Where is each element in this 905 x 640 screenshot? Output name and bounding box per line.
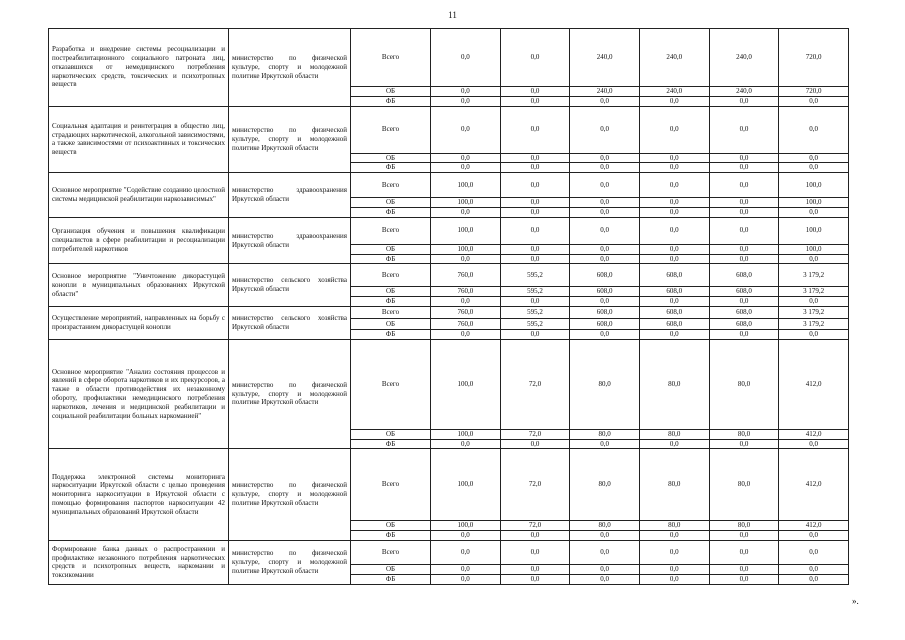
funding-source: ОБ <box>351 521 431 531</box>
year-value: 0,0 <box>500 198 570 208</box>
total-value: 0,0 <box>779 106 849 153</box>
year-value: 0,0 <box>500 207 570 217</box>
total-value: 0,0 <box>779 207 849 217</box>
year-value: 0,0 <box>570 217 640 244</box>
year-value: 0,0 <box>709 153 779 163</box>
activity-name: Формирование банка данных о распространении и профилактике незаконного потребления наркотических средств и психотропных веществ, наркомании и токсикомании <box>49 540 229 584</box>
activity-name: Осуществление мероприятий, направленных на борьбу с произрастанием дикорастущей конопли <box>49 306 229 339</box>
year-value: 0,0 <box>570 531 640 541</box>
funding-source: ОБ <box>351 153 431 163</box>
year-value: 0,0 <box>639 531 709 541</box>
table-row <box>49 339 849 429</box>
year-value: 0,0 <box>500 254 570 264</box>
year-value: 80,0 <box>709 339 779 429</box>
year-value: 72,0 <box>500 449 570 521</box>
year-value: 0,0 <box>500 244 570 254</box>
total-value: 3 179,2 <box>779 264 849 287</box>
year-value: 0,0 <box>431 207 501 217</box>
program-funding-table <box>48 28 849 585</box>
year-value: 608,0 <box>709 264 779 287</box>
year-value: 0,0 <box>570 173 640 198</box>
activity-name: Основное мероприятие "Содействие созданию целостной системы медицинской реабилитации наркозависимых" <box>49 173 229 218</box>
year-value: 80,0 <box>709 429 779 439</box>
year-value: 608,0 <box>570 318 640 329</box>
year-value: 0,0 <box>639 574 709 584</box>
year-value: 0,0 <box>500 540 570 564</box>
year-value: 80,0 <box>570 449 640 521</box>
year-value: 100,0 <box>431 198 501 208</box>
table-row <box>49 449 849 521</box>
total-value: 720,0 <box>779 29 849 87</box>
year-value: 0,0 <box>570 96 640 106</box>
year-value: 100,0 <box>431 217 501 244</box>
year-value: 0,0 <box>500 163 570 173</box>
responsible-executor: министерство здравоохранения Иркутской области <box>229 217 351 264</box>
year-value: 0,0 <box>639 564 709 574</box>
responsible-executor: министерство сельского хозяйства Иркутской области <box>229 264 351 307</box>
total-value: 100,0 <box>779 173 849 198</box>
table-row <box>49 217 849 244</box>
year-value: 760,0 <box>431 306 501 318</box>
table-body <box>49 29 849 585</box>
year-value: 0,0 <box>570 540 640 564</box>
year-value: 80,0 <box>639 339 709 429</box>
year-value: 608,0 <box>639 306 709 318</box>
funding-source: ФБ <box>351 574 431 584</box>
total-value: 0,0 <box>779 96 849 106</box>
year-value: 0,0 <box>431 297 501 307</box>
year-value: 595,2 <box>500 318 570 329</box>
responsible-executor: министерство здравоохранения Иркутской области <box>229 173 351 218</box>
year-value: 0,0 <box>500 329 570 339</box>
year-value: 0,0 <box>570 564 640 574</box>
year-value: 0,0 <box>500 87 570 97</box>
year-value: 0,0 <box>500 96 570 106</box>
funding-source: ФБ <box>351 329 431 339</box>
year-value: 595,2 <box>500 306 570 318</box>
year-value: 0,0 <box>500 106 570 153</box>
funding-source: ФБ <box>351 163 431 173</box>
year-value: 0,0 <box>431 439 501 449</box>
total-value: 0,0 <box>779 153 849 163</box>
year-value: 0,0 <box>709 96 779 106</box>
year-value: 0,0 <box>570 439 640 449</box>
total-value: 3 179,2 <box>779 287 849 297</box>
year-value: 0,0 <box>500 564 570 574</box>
year-value: 0,0 <box>709 329 779 339</box>
funding-source: ОБ <box>351 198 431 208</box>
year-value: 0,0 <box>639 96 709 106</box>
year-value: 0,0 <box>709 217 779 244</box>
year-value: 72,0 <box>500 521 570 531</box>
year-value: 80,0 <box>709 521 779 531</box>
activity-name: Социальная адаптация и реинтеграция в общество лиц, страдающих наркотической, алкогольной зависимостями, а также зависимостями от психоактивных и токсических веществ <box>49 106 229 173</box>
total-value: 3 179,2 <box>779 318 849 329</box>
total-value: 100,0 <box>779 217 849 244</box>
year-value: 608,0 <box>709 318 779 329</box>
year-value: 0,0 <box>431 29 501 87</box>
table-row <box>49 106 849 153</box>
year-value: 0,0 <box>709 254 779 264</box>
year-value: 80,0 <box>570 339 640 429</box>
year-value: 80,0 <box>639 449 709 521</box>
total-value: 412,0 <box>779 521 849 531</box>
year-value: 0,0 <box>639 153 709 163</box>
total-value: 0,0 <box>779 531 849 541</box>
activity-name: Разработка и внедрение системы ресоциализации и постреабилитационного социального патроната лиц, отказавшихся от немедицинского потребления наркотических средств, токсических и психотропных веществ <box>49 29 229 107</box>
year-value: 240,0 <box>709 87 779 97</box>
responsible-executor: министерство по физической культуре, спорту и молодежной политике Иркутской области <box>229 540 351 584</box>
total-value: 0,0 <box>779 540 849 564</box>
year-value: 0,0 <box>639 163 709 173</box>
funding-source: Всего <box>351 449 431 521</box>
year-value: 240,0 <box>639 87 709 97</box>
year-value: 0,0 <box>431 96 501 106</box>
year-value: 0,0 <box>570 297 640 307</box>
year-value: 0,0 <box>431 254 501 264</box>
responsible-executor: министерство по физической культуре, спорту и молодежной политике Иркутской области <box>229 449 351 541</box>
funding-source: ФБ <box>351 254 431 264</box>
year-value: 0,0 <box>570 574 640 584</box>
year-value: 0,0 <box>431 106 501 153</box>
funding-source: Всего <box>351 339 431 429</box>
funding-source: ОБ <box>351 87 431 97</box>
year-value: 0,0 <box>709 173 779 198</box>
year-value: 100,0 <box>431 429 501 439</box>
funding-source: Всего <box>351 106 431 153</box>
responsible-executor: министерство сельского хозяйства Иркутской области <box>229 306 351 339</box>
closing-mark: ». <box>852 596 859 606</box>
year-value: 0,0 <box>431 564 501 574</box>
year-value: 0,0 <box>500 531 570 541</box>
year-value: 0,0 <box>500 153 570 163</box>
year-value: 0,0 <box>709 564 779 574</box>
year-value: 100,0 <box>431 244 501 254</box>
year-value: 0,0 <box>639 329 709 339</box>
year-value: 0,0 <box>570 198 640 208</box>
year-value: 72,0 <box>500 339 570 429</box>
responsible-executor: министерство по физической культуре, спорту и молодежной политике Иркутской области <box>229 339 351 449</box>
funding-source: Всего <box>351 29 431 87</box>
activity-name: Основное мероприятие "Уничтожение дикорастущей конопли в муниципальных образованиях Иркутской области" <box>49 264 229 307</box>
year-value: 0,0 <box>570 106 640 153</box>
total-value: 0,0 <box>779 564 849 574</box>
funding-source: Всего <box>351 217 431 244</box>
total-value: 720,0 <box>779 87 849 97</box>
year-value: 240,0 <box>639 29 709 87</box>
year-value: 0,0 <box>570 244 640 254</box>
year-value: 0,0 <box>500 297 570 307</box>
activity-name: Поддержка электронной системы мониторинга наркоситуации Иркутской области с целью проведения мониторинга наркоситуации в Иркутской области с помощью формирования паспортов наркоситуации 42 муниципальных образований Иркутской области <box>49 449 229 541</box>
funding-source: Всего <box>351 540 431 564</box>
year-value: 80,0 <box>639 521 709 531</box>
year-value: 0,0 <box>639 173 709 198</box>
total-value: 0,0 <box>779 163 849 173</box>
responsible-executor: министерство по физической культуре, спорту и молодежной политике Иркутской области <box>229 106 351 173</box>
year-value: 608,0 <box>709 306 779 318</box>
year-value: 0,0 <box>570 329 640 339</box>
year-value: 0,0 <box>500 217 570 244</box>
year-value: 0,0 <box>639 297 709 307</box>
funding-source: Всего <box>351 264 431 287</box>
table-row <box>49 29 849 87</box>
year-value: 0,0 <box>639 198 709 208</box>
year-value: 0,0 <box>431 163 501 173</box>
funding-source: ФБ <box>351 531 431 541</box>
funding-source: ОБ <box>351 244 431 254</box>
total-value: 100,0 <box>779 244 849 254</box>
year-value: 0,0 <box>500 173 570 198</box>
page-number: 11 <box>448 10 457 20</box>
table-row <box>49 306 849 318</box>
funding-source: ФБ <box>351 96 431 106</box>
year-value: 760,0 <box>431 264 501 287</box>
year-value: 80,0 <box>709 449 779 521</box>
year-value: 0,0 <box>431 531 501 541</box>
year-value: 608,0 <box>639 264 709 287</box>
total-value: 0,0 <box>779 574 849 584</box>
year-value: 608,0 <box>570 306 640 318</box>
year-value: 608,0 <box>570 264 640 287</box>
year-value: 0,0 <box>639 207 709 217</box>
table-row <box>49 173 849 198</box>
funding-source: ОБ <box>351 564 431 574</box>
year-value: 0,0 <box>709 439 779 449</box>
year-value: 0,0 <box>500 439 570 449</box>
total-value: 0,0 <box>779 297 849 307</box>
year-value: 80,0 <box>570 521 640 531</box>
year-value: 608,0 <box>709 287 779 297</box>
responsible-executor: министерство по физической культуре, спорту и молодежной политике Иркутской области <box>229 29 351 107</box>
year-value: 100,0 <box>431 339 501 429</box>
funding-source: ФБ <box>351 207 431 217</box>
year-value: 240,0 <box>709 29 779 87</box>
year-value: 0,0 <box>709 163 779 173</box>
year-value: 0,0 <box>431 540 501 564</box>
total-value: 412,0 <box>779 449 849 521</box>
year-value: 0,0 <box>709 207 779 217</box>
activity-name: Основное мероприятие "Анализ состояния процессов и явлений в сфере оборота наркотиков и их прекурсоров, а также в области противодействия их незаконному обороту, профилактики немедицинского потребления наркотиков, лечения и медицинской реабилитации и социальной реабилитации больных наркоманией" <box>49 339 229 449</box>
year-value: 0,0 <box>431 153 501 163</box>
year-value: 0,0 <box>709 574 779 584</box>
funding-source: ОБ <box>351 429 431 439</box>
year-value: 0,0 <box>570 153 640 163</box>
year-value: 0,0 <box>709 540 779 564</box>
total-value: 100,0 <box>779 198 849 208</box>
year-value: 100,0 <box>431 173 501 198</box>
total-value: 3 179,2 <box>779 306 849 318</box>
year-value: 0,0 <box>709 297 779 307</box>
year-value: 595,2 <box>500 287 570 297</box>
year-value: 608,0 <box>570 287 640 297</box>
year-value: 760,0 <box>431 287 501 297</box>
total-value: 412,0 <box>779 339 849 429</box>
year-value: 0,0 <box>709 531 779 541</box>
year-value: 595,2 <box>500 264 570 287</box>
funding-source: ФБ <box>351 297 431 307</box>
activity-name: Организация обучения и повышения квалификации специалистов в сфере реабилитации и ресоциализации потребителей наркотиков <box>49 217 229 264</box>
year-value: 72,0 <box>500 429 570 439</box>
year-value: 0,0 <box>639 106 709 153</box>
year-value: 240,0 <box>570 87 640 97</box>
year-value: 0,0 <box>639 244 709 254</box>
funding-source: Всего <box>351 306 431 318</box>
total-value: 0,0 <box>779 254 849 264</box>
year-value: 240,0 <box>570 29 640 87</box>
year-value: 0,0 <box>570 163 640 173</box>
total-value: 0,0 <box>779 439 849 449</box>
year-value: 80,0 <box>639 429 709 439</box>
table-row <box>49 540 849 564</box>
year-value: 100,0 <box>431 449 501 521</box>
year-value: 0,0 <box>500 574 570 584</box>
year-value: 0,0 <box>431 87 501 97</box>
total-value: 412,0 <box>779 429 849 439</box>
year-value: 80,0 <box>570 429 640 439</box>
year-value: 608,0 <box>639 287 709 297</box>
year-value: 0,0 <box>639 217 709 244</box>
funding-source: Всего <box>351 173 431 198</box>
funding-source: ОБ <box>351 287 431 297</box>
year-value: 760,0 <box>431 318 501 329</box>
year-value: 0,0 <box>709 106 779 153</box>
year-value: 0,0 <box>570 207 640 217</box>
year-value: 0,0 <box>431 329 501 339</box>
year-value: 0,0 <box>709 198 779 208</box>
year-value: 0,0 <box>570 254 640 264</box>
year-value: 0,0 <box>639 254 709 264</box>
table-row <box>49 264 849 287</box>
year-value: 100,0 <box>431 521 501 531</box>
year-value: 0,0 <box>431 574 501 584</box>
year-value: 0,0 <box>709 244 779 254</box>
total-value: 0,0 <box>779 329 849 339</box>
year-value: 0,0 <box>500 29 570 87</box>
year-value: 608,0 <box>639 318 709 329</box>
year-value: 0,0 <box>639 439 709 449</box>
funding-source: ОБ <box>351 318 431 329</box>
funding-source: ФБ <box>351 439 431 449</box>
year-value: 0,0 <box>639 540 709 564</box>
